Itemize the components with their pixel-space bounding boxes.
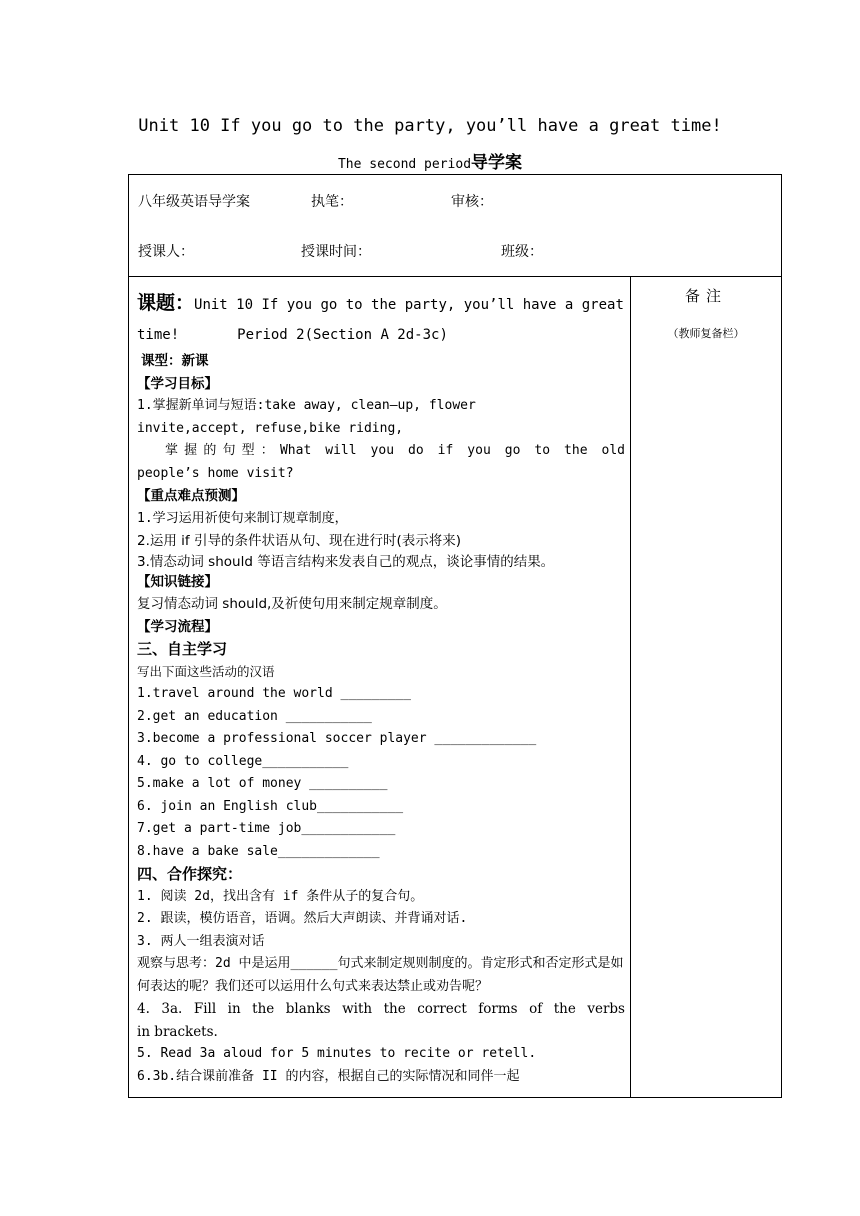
difficulty-2: 2.运用 if 引导的条件状语从句、现在进行时(表示将来)	[137, 533, 461, 549]
topic-label: 课题：	[137, 292, 195, 314]
goal-2b: people’s home visit?	[137, 465, 294, 481]
vocab-item-1: 1.travel around the world _________	[137, 686, 411, 701]
time-label: 授课时间：	[301, 244, 371, 260]
flow-heading: 【学习流程】	[137, 618, 218, 635]
document-title: Unit 10 If you go to the party, you’ll have a great time!	[138, 116, 722, 136]
difficulty-3: 3.情态动词 should 等语言结构来发表自己的观点，谈论事情的结果。	[137, 553, 555, 570]
difficulty-heading: 【重点难点预测】	[137, 488, 245, 504]
lesson-type: 课型：新课	[141, 353, 209, 369]
vocab-item-3: 3.become a professional soccer player _____________	[137, 731, 537, 746]
topic-line2a: time!	[137, 327, 180, 343]
vocab-item-4: 4. go to college___________	[137, 753, 349, 769]
writer-label: 执笔：	[311, 194, 353, 210]
teacher-label: 授课人：	[138, 244, 194, 260]
coop-step-2: 2. 跟读，模仿语音，语调。然后大声朗读、并背诵对话.	[137, 911, 468, 926]
coop-step-1: 1. 阅读 2d，找出含有 if 条件从子的复合句。	[137, 888, 424, 904]
column-divider	[630, 276, 631, 1097]
lesson-table	[128, 174, 782, 1098]
document-subtitle	[0, 148, 860, 173]
topic-period: Period 2(Section A 2d-3c)	[237, 327, 448, 343]
lesson-content	[137, 288, 625, 1088]
observe-text: 观察与思考：2d 中是运用______句式来制定规则制度的。肯定形式和否定形式是如何表达的呢？我们还可以运用什么句式来表达禁止或劝告呢？	[137, 956, 624, 994]
goals-heading: 【学习目标】	[137, 375, 218, 392]
step-5: 5. Read 3a aloud for 5 minutes to recite or retell.	[137, 1046, 537, 1061]
step-4a: 4. 3a. Fill in the blanks with the correct forms of the verbs	[137, 1001, 625, 1017]
reviewer-label: 审核：	[451, 194, 493, 210]
vocab-item-7: 7.get a part-time job____________	[137, 821, 396, 836]
vocab-item-8: 8.have a bake sale_____________	[137, 843, 380, 859]
difficulty-1: 1.学习运用祈使句来制订规章制度，	[137, 510, 348, 526]
goal-1b: invite,accept, refuse,bike riding,	[137, 420, 404, 436]
notes-title: 备注	[684, 287, 727, 305]
header-divider	[129, 276, 781, 277]
guide-label: 导学案	[471, 153, 523, 173]
self-study-heading: 三、自主学习	[137, 640, 228, 658]
class-label: 班级：	[501, 244, 543, 260]
vocab-item-2: 2.get an education ___________	[137, 708, 372, 724]
goal-1a: 1.掌握新单词与短语:take away, clean–up, flower	[137, 398, 476, 413]
step-4b: in brackets.	[137, 1023, 218, 1040]
vocab-item-5: 5.make a lot of money __________	[137, 776, 388, 791]
coop-step-3: 3. 两人一组表演对话	[137, 933, 265, 949]
link-heading: 【知识链接】	[137, 573, 218, 590]
period-label: The second period	[337, 157, 472, 172]
link-text: 复习情态动词 should,及祈使句用来制定规章制度。	[137, 596, 447, 612]
notes-subtitle: （教师复备栏）	[667, 327, 745, 340]
coop-heading: 四、合作探究：	[137, 865, 243, 883]
goal-2a: 掌握的句型：What will you do if you go to the old	[165, 443, 625, 458]
topic-line1: Unit 10 If you go to the party, you’ll have a great	[194, 297, 624, 313]
step-6: 6.3b.结合课前准备 II 的内容，根据自己的实际情况和同伴一起	[137, 1068, 520, 1084]
grade-label: 八年级英语导学案	[138, 194, 250, 210]
self-study-intro: 写出下面这些活动的汉语	[137, 663, 275, 679]
vocab-item-6: 6. join an English club___________	[137, 798, 404, 814]
